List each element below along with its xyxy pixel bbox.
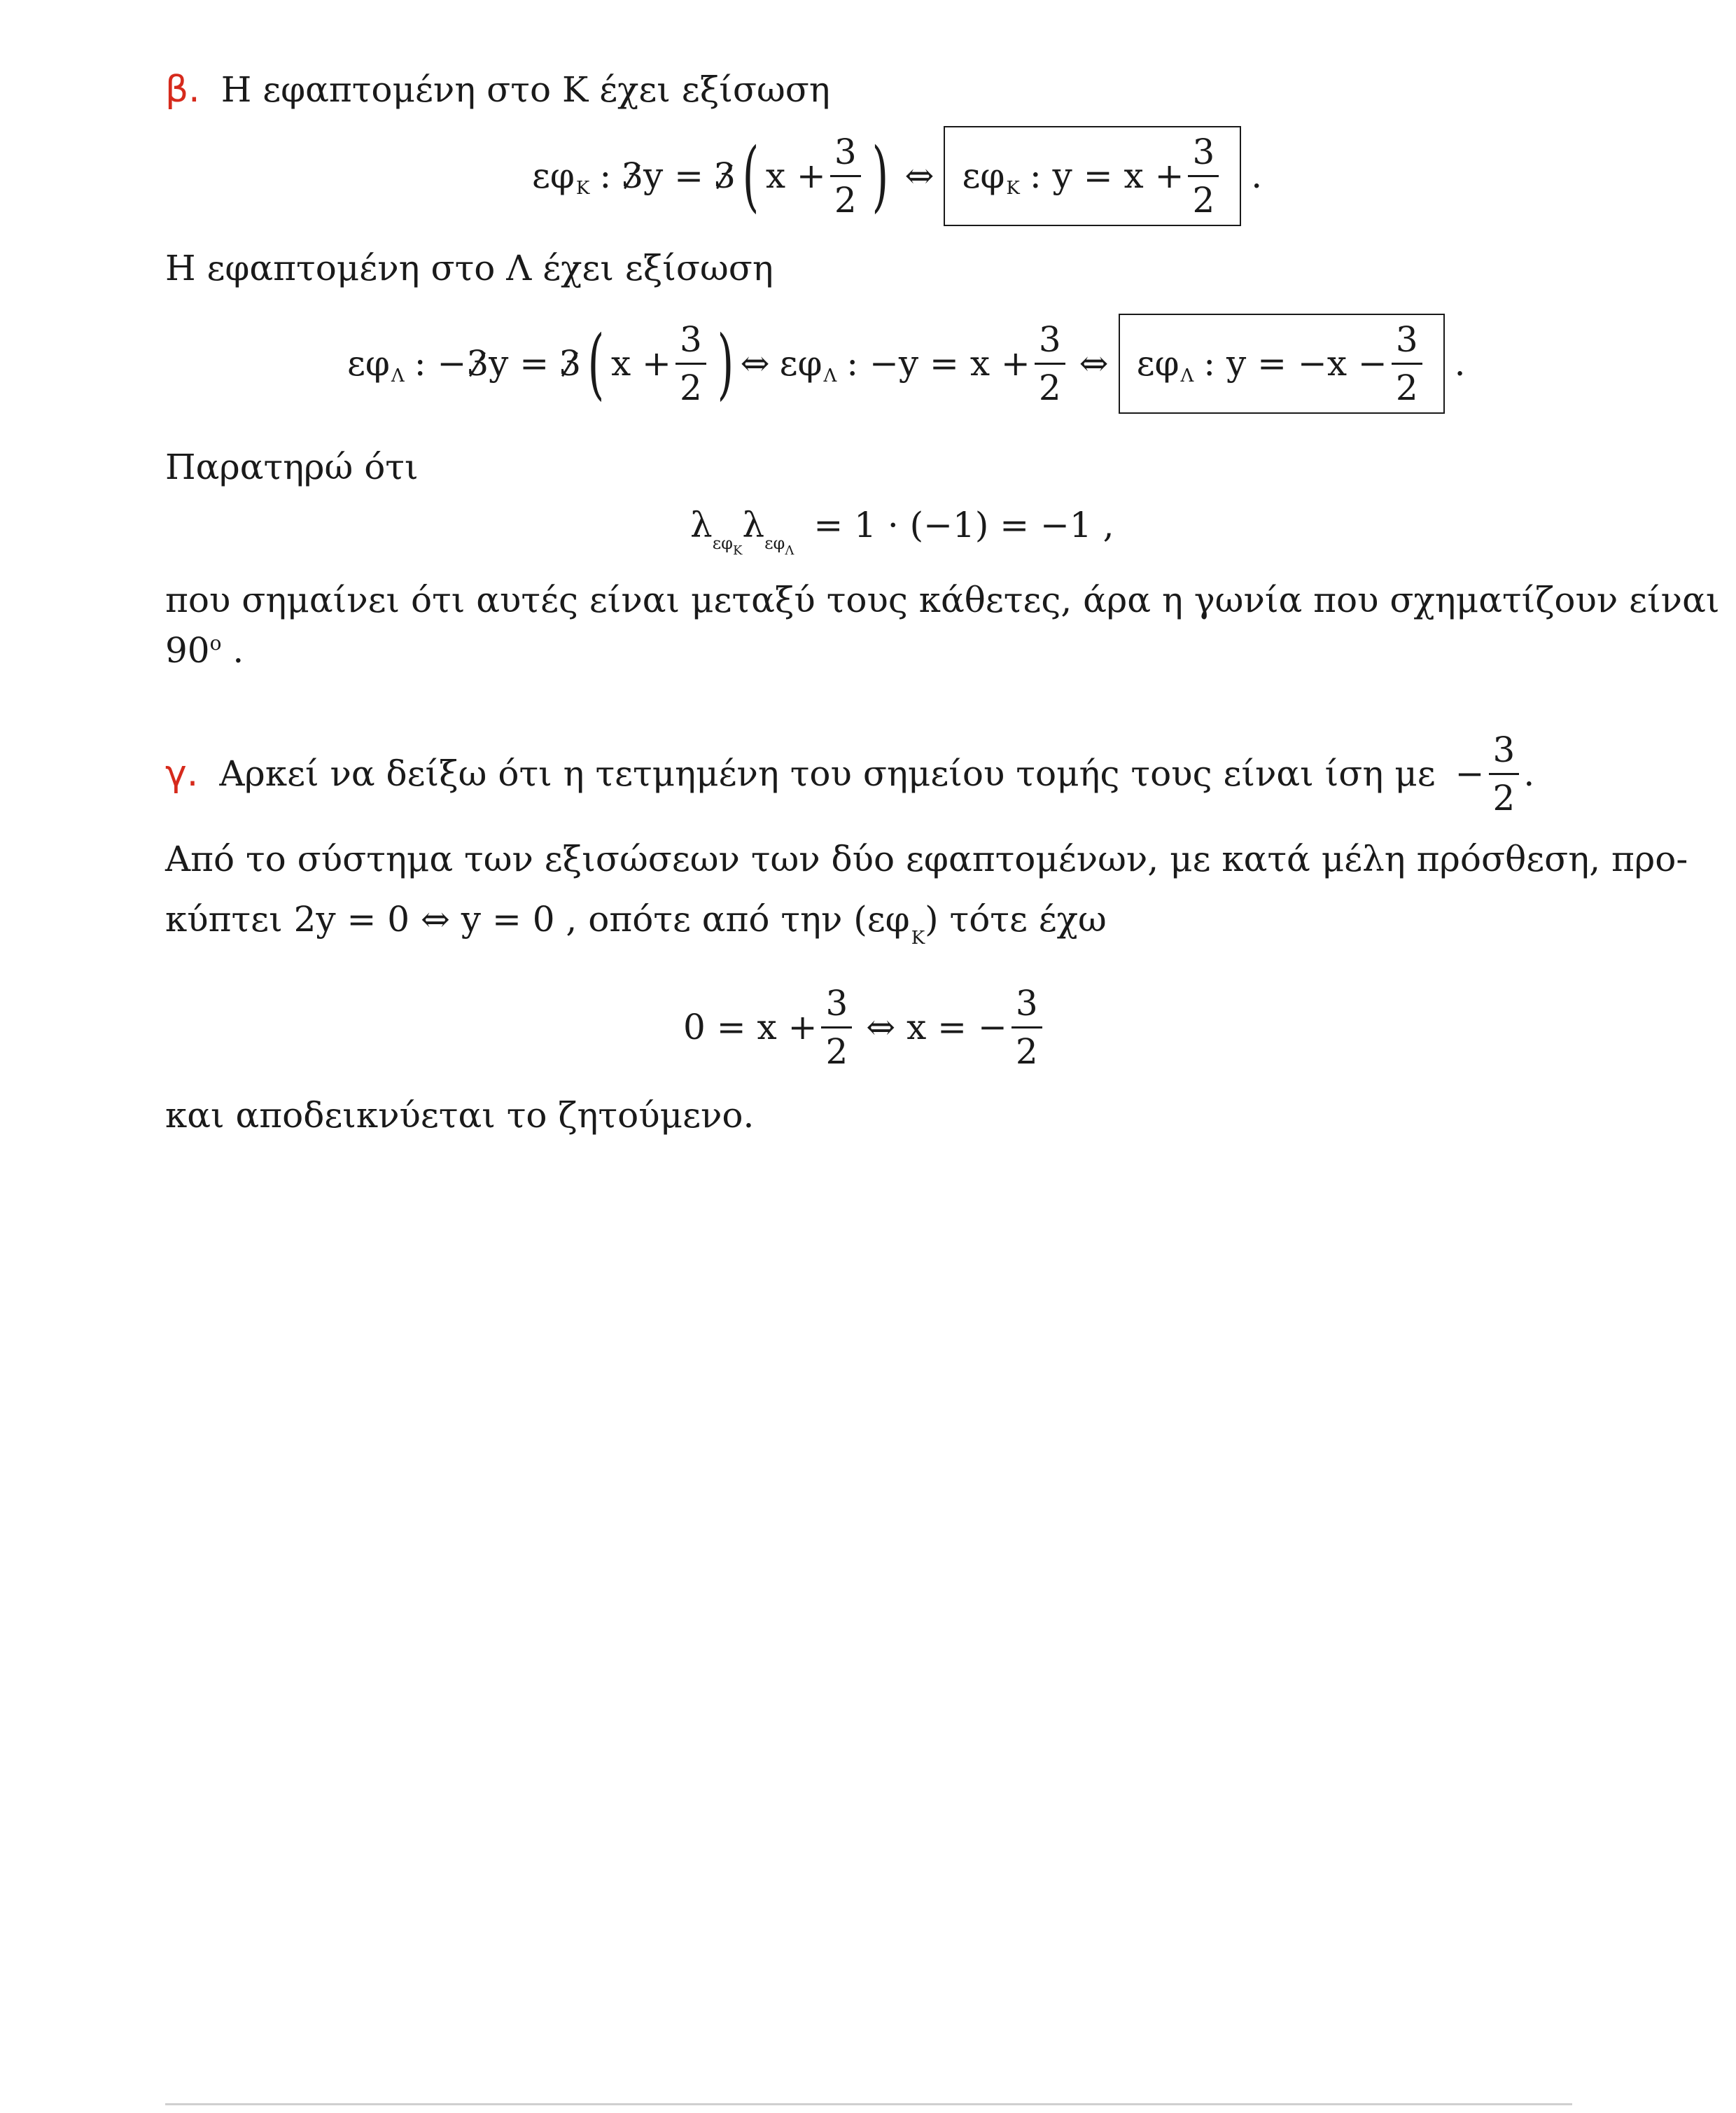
beta-angle: $90^o$ . [165,630,244,671]
eq-l-mid-fraction: $\frac{3}{2}$ [1035,322,1065,405]
gamma-text-system-1: Από το σύστημα των εξισώσεων των δύο εφαπτομένων, με κατά μέλη πρόσθεση, προ- [165,839,1688,879]
equation-tangent-l: εφ Λ : − 3 y = 3 ( x + $\frac{3}{2}$ ) ⇔ εφ Λ : −y = x + $\frac{3}{2}$ ⇔ εφ Λ : y = −x − $\frac{3}{2}$ . [347,311,1466,416]
eq-k-box-fraction: $\frac{3}{2}$ [1188,134,1219,218]
eq-l-box-fraction: $\frac{3}{2}$ [1392,322,1422,405]
eq-k-struck-coef-2: 3 [713,155,736,196]
eq-k-boxed-result: εφ Κ : y = x + $\frac{3}{2}$ [944,126,1241,226]
gamma-text-end: και αποδεικνύεται το ζητούμενο. [165,1095,755,1136]
beta-label: β. [165,69,200,111]
footer-rule [165,2103,1572,2105]
gamma-heading-line: γ. Αρκεί να δείξω ότι η τετμημένη του σημείου τομής τους είναι ίση με − $\frac{3}{2}$ . [165,729,1535,818]
final-fraction-1: $\frac{3}{2}$ [821,986,852,1069]
eq-k-colon: : [599,155,612,196]
equation-tangent-k [532,123,1262,228]
eq-k-close-paren: ) [872,131,888,221]
gamma-intro-fraction: $\frac{3}{2}$ [1489,732,1520,816]
equation-slope-product: λ $\varepsilon\varphi_K$ λ $\varepsilon\varphi_\Lambda$ = 1 · (−1) = −1 , [690,505,1114,558]
gamma-text-system-2: κύπτει 2y = 0 ⇔ y = 0 , οπότε από την $(\varepsilon\varphi_K)$ τότε έχω [165,899,1107,949]
gamma-label: γ. [165,753,199,795]
eq-k-end: . [1251,155,1263,196]
eq-k-fraction: $\frac{3}{2}$ [830,134,861,218]
beta-text-conclusion: που σημαίνει ότι αυτές είναι μεταξύ τους κάθετες, άρα η γωνία που σχηματίζουν είναι [165,580,1720,620]
eq-k-y-eq: y = [643,155,704,196]
final-fraction-2: $\frac{3}{2}$ [1011,986,1042,1069]
eq-k-struck-coef: 3 [621,155,644,196]
eq-l-struck-coef-2: 3 [559,343,582,384]
eq-k-name: εφ [532,155,575,196]
eq-k-sub: Κ [575,178,590,199]
equation-final: 0 = x + $\frac{3}{2}$ ⇔ x = − $\frac{3}{2}$ [683,982,1046,1073]
eq-k-iff: ⇔ [904,155,934,196]
eq-l-boxed-result: εφ Λ : y = −x − $\frac{3}{2}$ [1119,314,1445,414]
beta-text-k: Η εφαπτομένη στο Κ έχει εξίσωση [220,69,830,110]
eq-k-open-paren: ( [742,131,760,221]
beta-heading-line [165,69,830,111]
eq-l-struck-coef: 3 [466,343,489,384]
eq-l-fraction: $\frac{3}{2}$ [676,322,706,405]
eq-k-x-plus: x + [765,155,826,196]
beta-text-l: Η εφαπτομένη στο Λ έχει εξίσωση [165,248,774,288]
beta-text-observe: Παρατηρώ ότι [165,447,419,487]
